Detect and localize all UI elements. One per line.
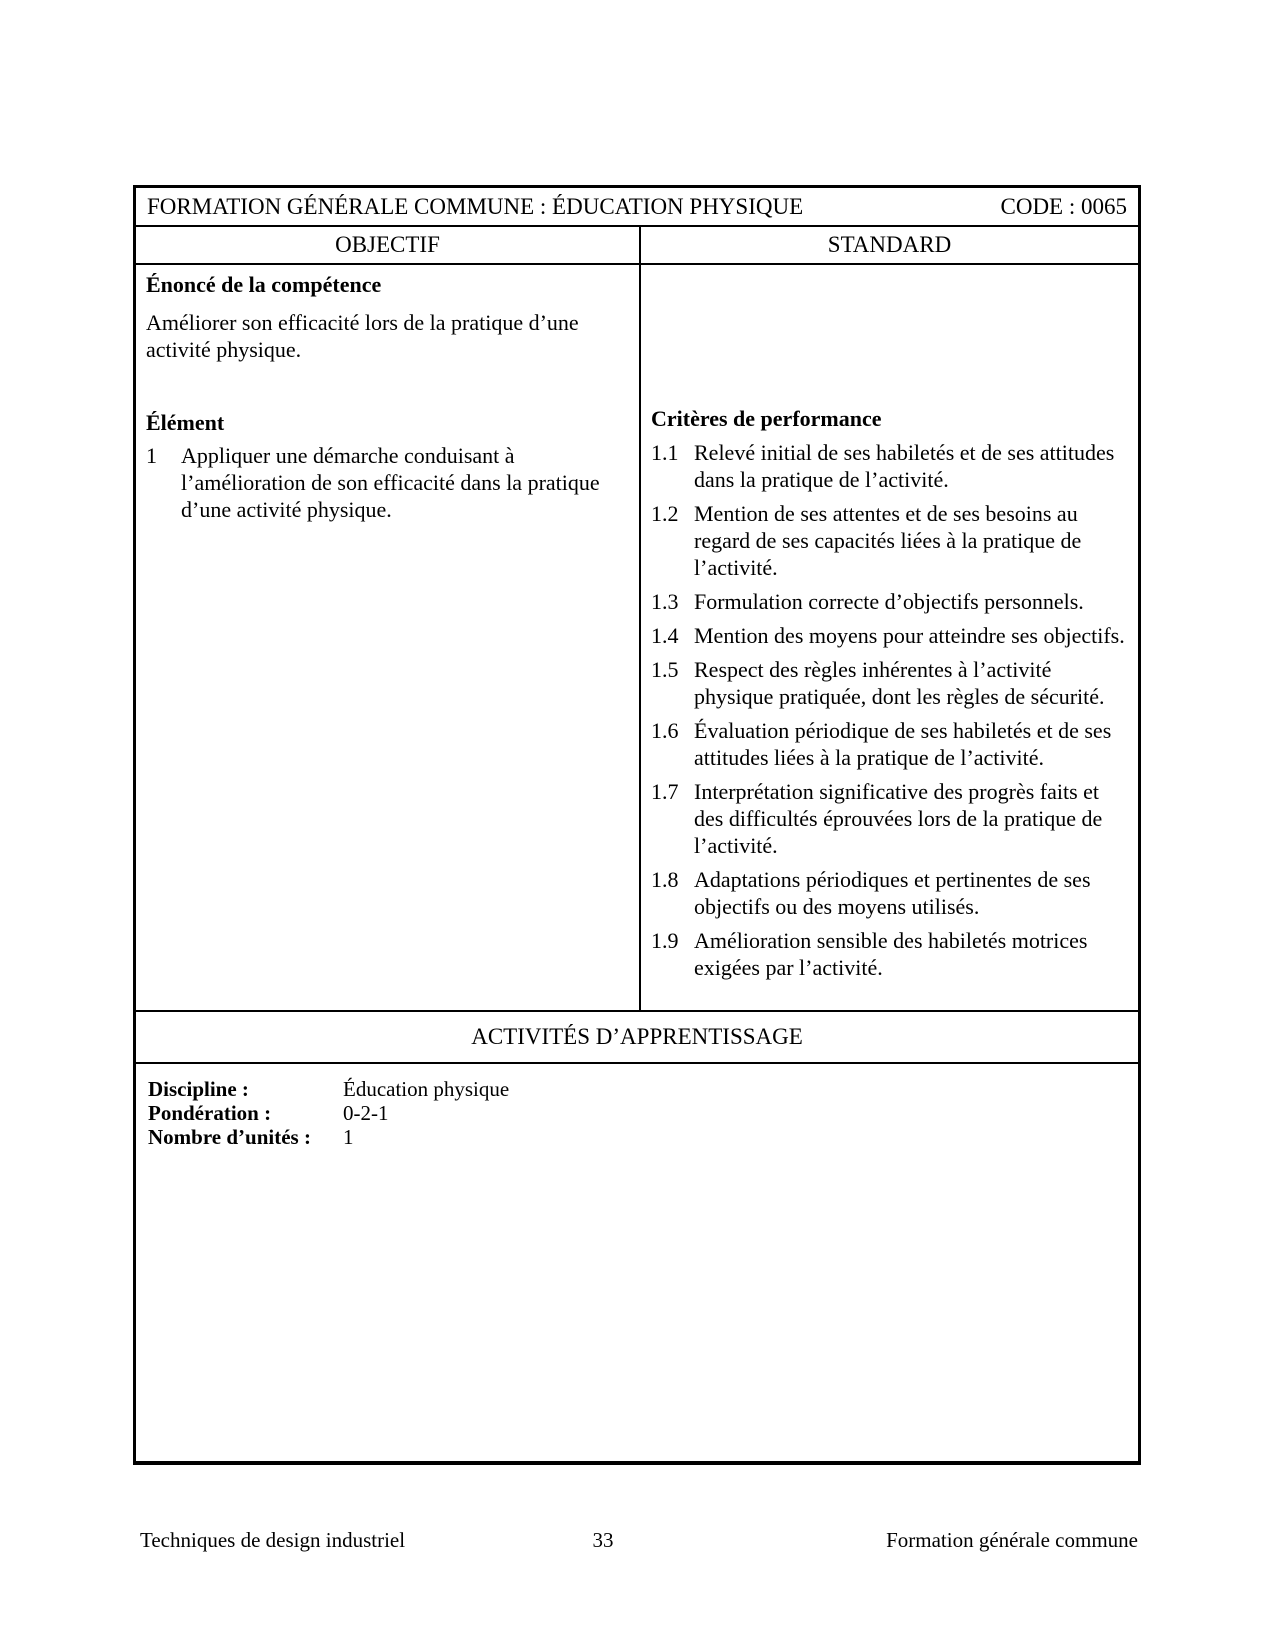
criterion-text: Relevé initial de ses habiletés et de ses attitudes dans la pratique de l’activité. [694, 440, 1115, 492]
column-header-objectif: OBJECTIF [136, 227, 641, 263]
criterion-text: Mention de ses attentes et de ses besoins au regard de ses capacités liées à la pratique de l’activité. [694, 501, 1082, 580]
criterion-text: Formulation correcte d’objectifs personnels. [694, 589, 1084, 614]
activities-details-cell [136, 1064, 1138, 1459]
criterion-text: Interprétation significative des progrès faits et des difficultés éprouvées lors de la pratique de l’activité. [694, 779, 1103, 858]
criterion-text: Adaptations périodiques et pertinentes de ses objectifs ou des moyens utilisés. [694, 867, 1091, 919]
discipline-label: Discipline : [148, 1077, 249, 1101]
document-title: FORMATION GÉNÉRALE COMMUNE : ÉDUCATION PHYSIQUE [147, 193, 804, 219]
criterion-item [651, 927, 1128, 981]
unites-label: Nombre d’unités : [148, 1125, 311, 1149]
course-code: CODE : 0065 [1000, 193, 1127, 219]
criterion-item [651, 439, 1128, 493]
column-header-standard: STANDARD [827, 232, 952, 257]
criterion-text: Mention des moyens pour atteindre ses objectifs. [694, 623, 1125, 648]
detail-line-ponderation [148, 1101, 1128, 1125]
element-text: Appliquer une démarche conduisant à l’amélioration de son efficacité dans la pratique d’une activité physique. [181, 443, 600, 522]
column-header-row [136, 227, 1138, 265]
criterion-text: Amélioration sensible des habiletés motrices exigées par l’activité. [694, 928, 1088, 980]
criterion-number: 1.6 [651, 718, 679, 743]
ponderation-label: Pondération : [148, 1101, 272, 1125]
enonce-heading: Énoncé de la compétence [146, 272, 382, 297]
criterion-item [651, 866, 1128, 920]
page-number: 33 [592, 1528, 614, 1552]
criterion-item [651, 500, 1128, 581]
footer-program: Techniques de design industriel [140, 1528, 406, 1552]
criterion-item [651, 588, 1128, 615]
activities-heading: ACTIVITÉS D’APPRENTISSAGE [471, 1024, 803, 1049]
criterion-number: 1.9 [651, 928, 679, 953]
criteria-heading: Critères de performance [651, 406, 882, 431]
element-item [146, 442, 631, 523]
standard-cell [641, 265, 1138, 1010]
detail-line-discipline [148, 1077, 1128, 1101]
detail-line-unites [148, 1125, 1128, 1149]
discipline-value: Éducation physique [343, 1077, 510, 1101]
criterion-number: 1.4 [651, 623, 679, 648]
criterion-number: 1.2 [651, 501, 679, 526]
unites-value: 1 [343, 1125, 354, 1149]
element-heading: Élément [146, 410, 225, 435]
activities-heading-row [136, 1012, 1138, 1064]
criterion-number: 1.1 [651, 440, 679, 465]
criterion-text: Évaluation périodique de ses habiletés et de ses attitudes liées à la pratique de l’activité. [694, 718, 1112, 770]
content-row [136, 265, 1138, 1012]
objectif-cell [136, 265, 641, 1010]
criterion-text: Respect des règles inhérentes à l’activité physique pratiquée, dont les règles de sécurité. [694, 657, 1105, 709]
footer-section: Formation générale commune [886, 1528, 1138, 1552]
criterion-item [651, 778, 1128, 859]
table-title-row [136, 188, 1138, 227]
element-number: 1 [146, 443, 157, 468]
criterion-number: 1.8 [651, 867, 679, 892]
criterion-number: 1.3 [651, 589, 679, 614]
criterion-item [651, 656, 1128, 710]
criterion-number: 1.7 [651, 779, 679, 804]
enonce-text: Améliorer son efficacité lors de la pratique d’une activité physique. [146, 310, 579, 362]
competency-table [133, 185, 1141, 1465]
criterion-item [651, 717, 1128, 771]
criterion-number: 1.5 [651, 657, 679, 682]
criterion-item [651, 622, 1128, 649]
ponderation-value: 0-2-1 [343, 1101, 389, 1125]
